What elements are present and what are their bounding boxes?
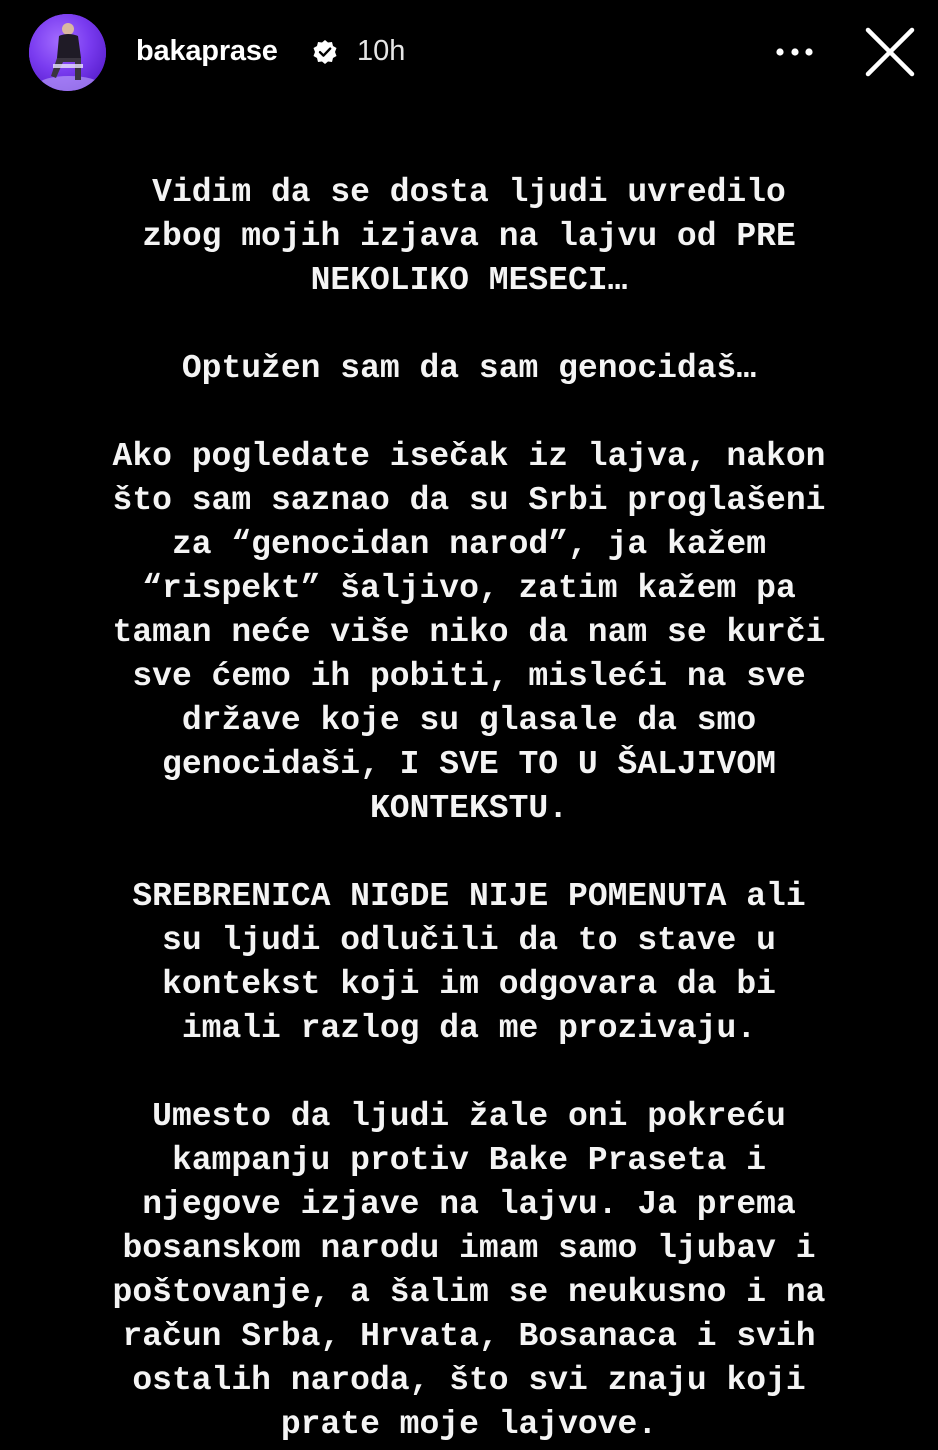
story-paragraph-2 [30,347,908,391]
close-icon [860,22,920,82]
story-line: taman neće više niko da nam se kurči [112,614,826,651]
avatar-person-image [29,14,106,91]
story-line: kontekst koji im odgovara da bi [162,966,776,1003]
story-line: Optužen sam da sam genocidaš… [181,350,757,387]
story-line: kampanju protiv Bake Praseta i [171,1142,767,1179]
story-line: za “genocidan narod”, ja kažem [171,526,767,563]
story-paragraph-1 [30,171,908,303]
story-line: države koje su glasale da smo [181,702,757,739]
story-line: što sam saznao da su Srbi proglašeni [112,482,826,519]
story-line: račun Srba, Hrvata, Bosanaca i svih [122,1318,816,1355]
verified-badge-icon [312,39,338,65]
story-line: su ljudi odlučili da to stave u [162,922,776,959]
avatar[interactable] [29,14,106,91]
more-options-button[interactable] [770,36,820,68]
post-timestamp: 10h [357,35,406,67]
story-line: NEKOLIKO MESECI… [310,262,628,299]
story-line: Vidim da se dosta ljudi uvredilo [152,174,786,211]
story-paragraph-4 [30,875,908,1051]
story-line: imali razlog da me prozivaju. [181,1010,757,1047]
story-line: poštovanje, a šalim se neukusno i na [112,1274,826,1311]
story-paragraph-3 [30,435,908,831]
close-button[interactable] [860,22,920,82]
story-line: Umesto da ljudi žale oni pokreću [152,1098,786,1135]
story-header [0,0,938,104]
story-line: SREBRENICA NIGDE NIJE POMENUTA ali [132,878,806,915]
story-line: njegove izjave na lajvu. Ja prema [142,1186,796,1223]
story-line: Ako pogledate isečak iz lajva, nakon [112,438,826,475]
story-paragraph-5 [30,1095,908,1447]
story-line: KONTEKSTU. [369,790,569,827]
story-line: prate moje lajvove. [280,1406,658,1443]
story-line: sve ćemo ih pobiti, misleći na sve [132,658,806,695]
story-line: genocidaši, I SVE TO U ŠALJIVOM [162,746,776,783]
story-line: ostalih naroda, što svi znaju koji [132,1362,806,1399]
story-text-overlay [30,171,908,1447]
story-line: “rispekt” šaljivo, zatim kažem pa [142,570,796,607]
story-line: zbog mojih izjava na lajvu od PRE [142,218,796,255]
username[interactable]: bakaprase [136,35,278,67]
more-horizontal-icon [770,36,820,68]
story-line: bosanskom narodu imam samo ljubav i [122,1230,816,1267]
